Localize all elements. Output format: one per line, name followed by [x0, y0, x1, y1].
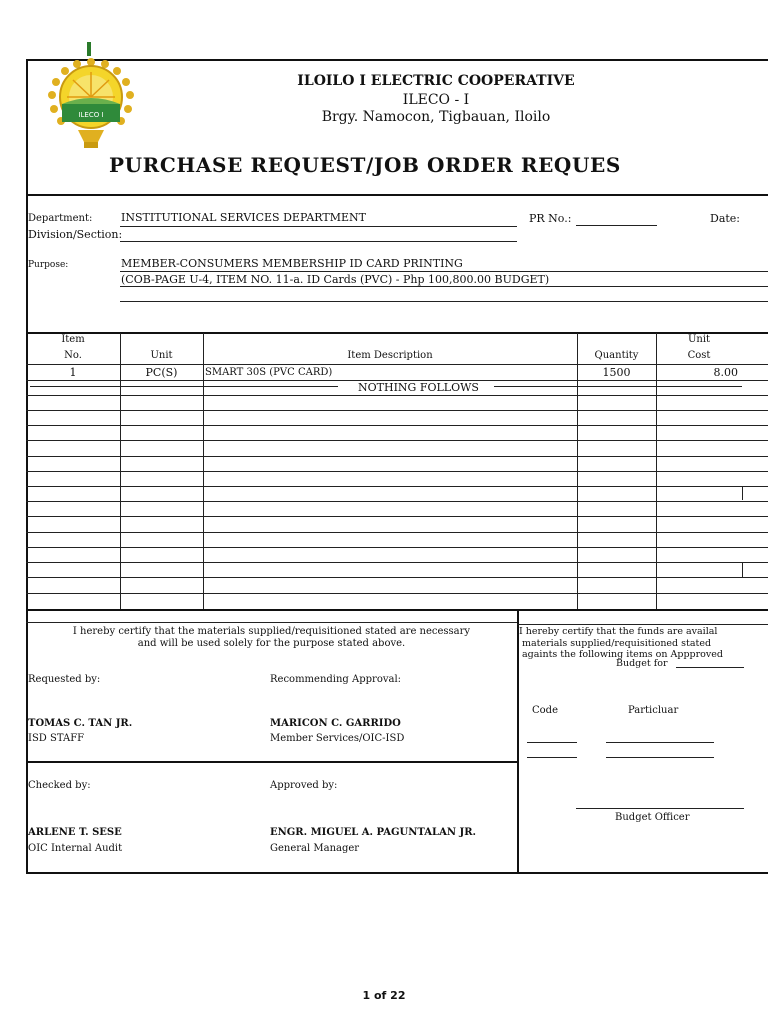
page-indicator: 1 of 22 [362, 989, 406, 1002]
header-unit: Unit [150, 350, 173, 361]
purpose-underline-3 [120, 301, 768, 302]
table-row-line [26, 486, 768, 487]
pr-no-label: PR No.: [529, 212, 572, 225]
header-item-line1: Item [61, 334, 85, 345]
table-row-line [26, 471, 768, 472]
table-right-stub-2 [742, 563, 743, 577]
budget-code-field-1[interactable] [527, 742, 577, 743]
signatory-divider [26, 761, 517, 763]
budget-particular-field-1[interactable] [606, 742, 714, 743]
certify-col-divider [517, 610, 519, 873]
table-row-line [26, 410, 768, 411]
table-row-line [26, 456, 768, 457]
purpose-underline-1 [120, 271, 768, 272]
recommending-approval-label: Recommending Approval: [270, 674, 402, 685]
table-row-line [26, 425, 768, 426]
budget-officer-label: Budget Officer [615, 812, 690, 823]
budget-for-field[interactable] [676, 667, 744, 668]
certify-right-line-4: Budget for [616, 658, 668, 669]
row-quantity: 1500 [602, 366, 631, 379]
header-quantity: Quantity [594, 350, 639, 361]
date-label: Date: [710, 212, 741, 225]
requested-title: ISD STAFF [28, 733, 85, 744]
approved-name: ENGR. MIGUEL A. PAGUNTALAN JR. [270, 827, 476, 838]
form-title: PURCHASE REQUEST/JOB ORDER REQUES [109, 153, 621, 177]
purpose-underline-2 [120, 286, 768, 287]
department-value: INSTITUTIONAL SERVICES DEPARTMENT [121, 211, 366, 224]
recommending-title: Member Services/OIC-ISD [270, 733, 405, 744]
table-right-stub-1 [742, 487, 743, 500]
department-underline [120, 226, 517, 227]
row-unit-cost: 8.00 [713, 366, 738, 379]
table-row-line [26, 516, 768, 517]
nothing-follows-rule-left [30, 386, 338, 387]
table-row-line [26, 562, 768, 563]
approved-title: General Manager [270, 843, 360, 854]
table-row-line [26, 395, 768, 396]
org-address: Brgy. Namocon, Tigbauan, Iloilo [321, 109, 551, 125]
checked-name: ARLENE T. SESE [28, 827, 122, 838]
certify-left-rule [26, 622, 517, 623]
row-description: SMART 30S (PVC CARD) [205, 367, 333, 378]
header-unit-cost-line1: Unit [687, 334, 711, 345]
purpose-label: Purpose: [28, 260, 69, 270]
division-field[interactable] [120, 241, 517, 242]
org-name: ILOILO I ELECTRIC COOPERATIVE [297, 73, 575, 89]
header-item-description: Item Description [347, 350, 433, 361]
requested-name: TOMAS C. TAN JR. [28, 718, 133, 729]
budget-particular-label: Particluar [628, 705, 679, 716]
table-row-line [26, 440, 768, 441]
approved-by-label: Approved by: [270, 780, 338, 791]
certify-right-line-3: againts the following items on Appproved [522, 649, 723, 660]
pr-no-field[interactable] [576, 225, 657, 226]
certify-left-line-2: and will be used solely for the purpose stated above. [137, 638, 406, 649]
budget-code-label: Code [532, 705, 558, 716]
certify-left-line-1: I hereby certify that the materials supplied/requisitioned stated are necessary [72, 626, 471, 637]
table-row-line [26, 577, 768, 578]
header-divider [26, 194, 768, 196]
budget-code-field-2[interactable] [527, 757, 577, 758]
requested-by-label: Requested by: [28, 674, 101, 685]
header-item-line2: No. [64, 350, 82, 361]
checked-by-label: Checked by: [28, 780, 91, 791]
row-unit: PC(S) [145, 366, 178, 379]
purpose-line-2: (COB-PAGE U-4, ITEM NO. 11-a. ID Cards (PVC) - Php 100,800.00 BUDGET) [121, 273, 550, 286]
table-row-line [26, 547, 768, 548]
table-row-line [26, 593, 768, 594]
table-row-line [26, 501, 768, 502]
certify-right-line-1: I hereby certify that the funds are availal [519, 626, 718, 637]
header-unit-cost-line2: Cost [687, 350, 711, 361]
nothing-follows: NOTHING FOLLOWS [358, 381, 479, 394]
certify-right-rule [517, 624, 768, 625]
purpose-line-1: MEMBER-CONSUMERS MEMBERSHIP ID CARD PRINTING [121, 257, 463, 270]
table-row-line [26, 532, 768, 533]
department-label: Department: [28, 213, 93, 224]
frame-left-border [26, 59, 28, 873]
checked-title: OIC Internal Audit [28, 843, 123, 854]
nothing-follows-rule-right [494, 386, 742, 387]
table-header-bottom [26, 364, 768, 365]
svg-text:ILECO I: ILECO I [78, 111, 104, 119]
frame-bottom-border [26, 872, 768, 874]
budget-particular-field-2[interactable] [606, 757, 714, 758]
row-item-no: 1 [69, 366, 77, 379]
org-short-name: ILECO - I [402, 92, 470, 108]
recommending-name: MARICON C. GARRIDO [270, 718, 401, 729]
table-bottom-border [26, 609, 768, 611]
budget-officer-signature-line [576, 808, 744, 809]
division-label: Division/Section: [28, 228, 123, 241]
certify-right-line-2: materials supplied/requisitioned stated [522, 638, 712, 649]
